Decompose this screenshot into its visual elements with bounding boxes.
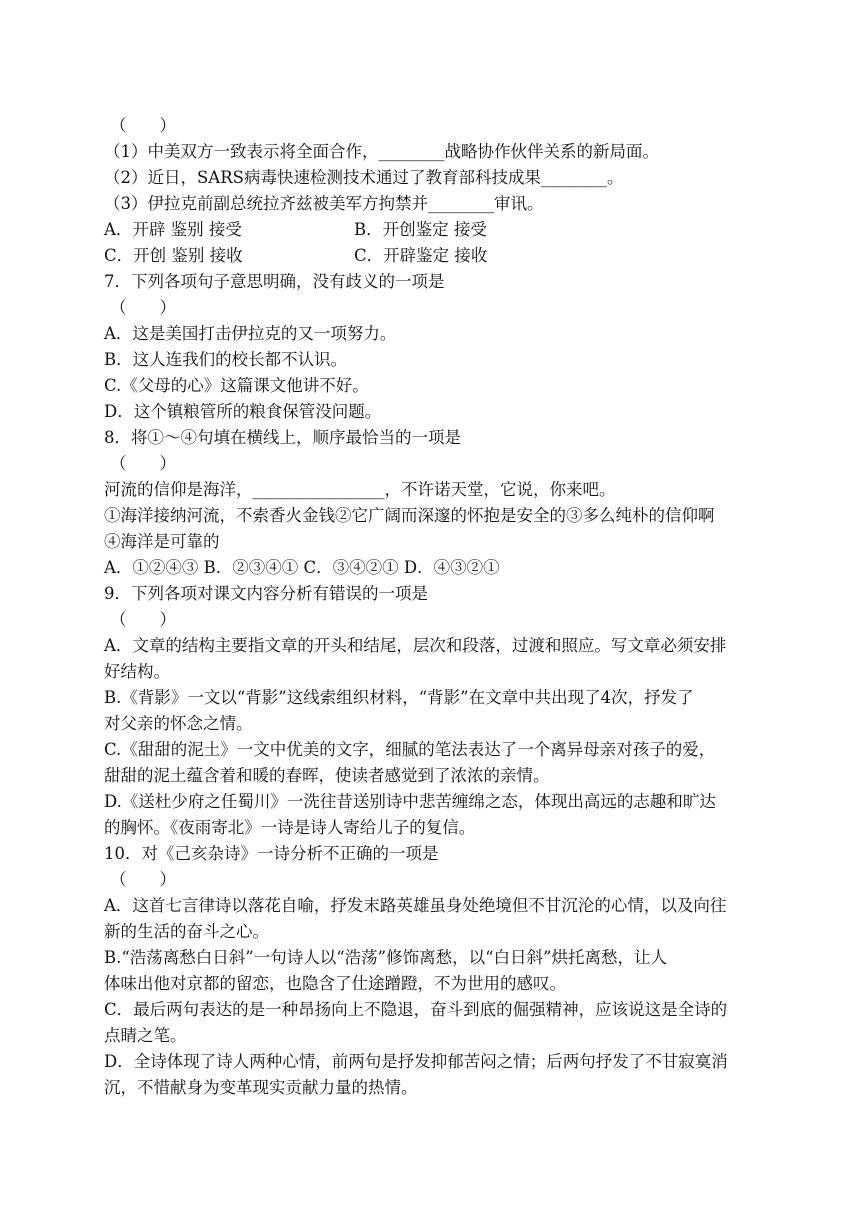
q6-option-b: B．开创鉴定 接受 [354, 220, 487, 239]
q7-option-c: C.《父母的心》这篇课文他讲不好。 [104, 376, 369, 395]
q7-option-b: B．这人连我们的校长都不认识。 [104, 350, 348, 369]
q8-options: A．①②④③ B．②③④① C．③④②① D．④③②① [104, 558, 500, 577]
q7-title: 7．下列各项句子意思明确，没有歧义的一项是 [104, 272, 445, 291]
q6-option-c: C．开创 鉴别 接收 [104, 246, 243, 265]
fill-sentence-2: （2）近日，SARS病毒快速检测技术通过了教育部科技成果________。 [104, 168, 624, 187]
q8-stem: 河流的信仰是海洋，________________，不许诺天堂，它说，你来吧。 [104, 480, 616, 499]
q9-option-c: C.《甜甜的泥土》一文中优美的文字，细腻的笔法表达了一个离异母亲对孩子的爱， [104, 740, 716, 759]
answer-paren: （ ） [110, 610, 176, 629]
answer-paren: （ ） [110, 870, 176, 889]
q9-option-b: B.《背影》一文以“背影”这线索组织材料，“背影”在文章中共出现了4次，抒发了 [104, 688, 694, 707]
q7-option-a: A．这是美国打击伊拉克的又一项努力。 [104, 324, 397, 343]
q9-title: 9．下列各项对课文内容分析有错误的一项是 [104, 584, 428, 603]
q10-option-d-cont: 沉，不惜献身为变革现实贡献力量的热情。 [104, 1078, 418, 1097]
q9-option-d: D.《送杜少府之任蜀川》一洗往昔送别诗中悲苦缠绵之态，体现出高远的志趣和旷达 [104, 792, 716, 811]
q10-option-b-cont: 体味出他对京都的留恋，也隐含了仕途蹭蹬，不为世用的感叹。 [104, 974, 566, 993]
q10-option-b: B.“浩荡离愁白日斜”一句诗人以“浩荡”修饰离愁，以“白日斜”烘托离愁，让人 [104, 948, 667, 967]
q6-option-a: A．开辟 鉴别 接受 [104, 220, 242, 239]
fill-sentence-1: （1）中美双方一致表示将全面合作，________战略协作伙伴关系的新局面。 [104, 142, 659, 161]
q10-option-c: C．最后两句表达的是一种昂扬向上不隐退，奋斗到底的倔强精神，应该说这是全诗的 [104, 1000, 728, 1019]
q10-title: 10．对《己亥杂诗》一诗分析不正确的一项是 [104, 844, 439, 863]
q9-option-a: A．文章的结构主要指文章的开头和结尾，层次和段落，过渡和照应。写文章必须安排 [104, 636, 727, 655]
q10-option-a: A．这首七言律诗以落花自喻，抒发末路英雄虽身处绝境但不甘沉沦的心情，以及向往 [104, 896, 727, 915]
q9-option-b-cont: 对父亲的怀念之情。 [104, 714, 253, 733]
q8-sentences: ①海洋接纳河流，不索香火金钱②它广阔而深邃的怀抱是安全的③多么纯朴的信仰啊 [104, 506, 715, 525]
q9-option-c-cont: 甜甜的泥土蕴含着和暖的春晖，使读者感觉到了浓浓的亲情。 [104, 766, 550, 785]
q8-sentences-cont: ④海洋是可靠的 [104, 532, 220, 551]
q6-options-row-2 [104, 243, 764, 269]
answer-paren: （ ） [110, 116, 176, 135]
q9-option-d-cont: 的胸怀。《夜雨寄北》一诗是诗人寄给儿子的复信。 [104, 818, 476, 837]
answer-paren: （ ） [110, 298, 176, 317]
q6-options-row-1 [104, 217, 764, 243]
q9-option-a-cont: 好结构。 [104, 662, 170, 681]
q6-option-c2: C．开辟鉴定 接收 [354, 246, 488, 265]
q10-option-d: D．全诗体现了诗人两种心情，前两句是抒发抑郁苦闷之情；后两句抒发了不甘寂寞消 [104, 1052, 728, 1071]
q7-option-d: D．这个镇粮管所的粮食保管没问题。 [104, 402, 382, 421]
q10-option-a-cont: 新的生活的奋斗之心。 [104, 922, 269, 941]
q10-option-c-cont: 点睛之笔。 [104, 1026, 187, 1045]
answer-paren: （ ） [110, 454, 176, 473]
q8-title: 8．将①～④句填在横线上，顺序最恰当的一项是 [104, 428, 461, 447]
fill-sentence-3: （3）伊拉克前副总统拉齐兹被美军方拘禁并________审讯。 [104, 194, 544, 213]
document-body [104, 113, 764, 1101]
